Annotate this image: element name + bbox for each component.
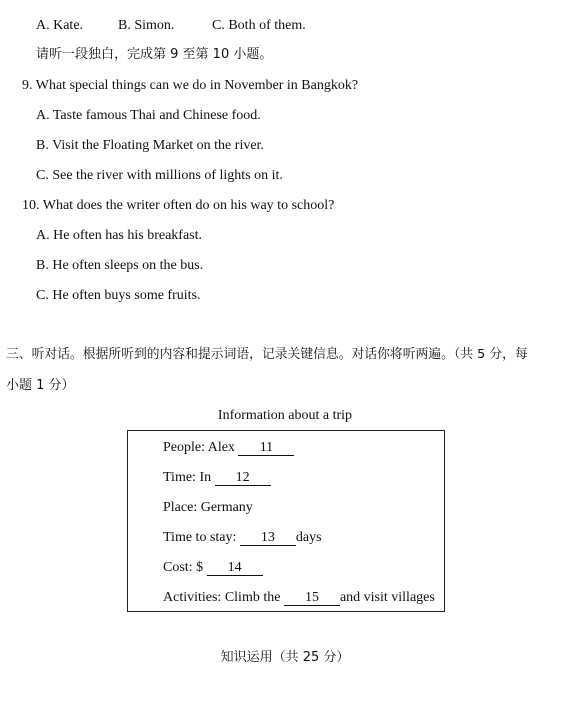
activities-blank: 15	[284, 590, 340, 606]
row-activities	[163, 589, 435, 607]
trip-info-box	[127, 430, 445, 612]
stay-label: Time to stay:	[163, 530, 240, 545]
q10-stem: 10. What does the writer often do on his way to school?	[22, 198, 335, 213]
table-title: Information about a trip	[217, 408, 353, 423]
cost-blank: 14	[207, 560, 263, 576]
q8-option-c: C. Both of them.	[212, 18, 306, 33]
stay-suffix: days	[295, 530, 322, 545]
q9-option-b: B. Visit the Floating Market on the river.	[36, 138, 264, 153]
row-place: Place: Germany	[163, 500, 253, 515]
q10-option-b: B. He often sleeps on the bus.	[36, 258, 204, 273]
section-3-instruction-line-1: 三、听对话。根据所听到的内容和提示词语，记录关键信息。对话你将听两遍。（共 5 分，每	[6, 347, 528, 362]
knowledge-section-heading: 知识运用（共 25 分）	[220, 650, 350, 665]
q8-option-a: A. Kate.	[36, 18, 84, 33]
people-blank: 11	[238, 440, 294, 456]
cost-label: Cost: $	[163, 560, 207, 575]
q8-option-b: B. Simon.	[118, 18, 175, 33]
row-time	[163, 469, 271, 487]
activities-suffix: and visit villages	[339, 590, 435, 605]
time-blank: 12	[215, 470, 271, 486]
instruction-9-10: 请听一段独白，完成第 9 至第 10 小题。	[36, 47, 273, 62]
q9-option-a: A. Taste famous Thai and Chinese food.	[36, 108, 261, 123]
row-cost	[163, 559, 263, 577]
q10-option-a: A. He often has his breakfast.	[36, 228, 203, 243]
q8-options	[36, 17, 306, 35]
row-people	[163, 439, 294, 457]
q9-option-c: C. See the river with millions of lights on it.	[36, 168, 283, 183]
section-3-instruction-line-2: 小题 1 分）	[6, 378, 75, 393]
row-stay	[163, 529, 322, 547]
time-label: Time: In	[163, 470, 215, 485]
q10-option-c: C. He often buys some fruits.	[36, 288, 201, 303]
q9-stem: 9. What special things can we do in November in Bangkok?	[22, 78, 359, 93]
people-label: People: Alex	[163, 440, 239, 455]
stay-blank: 13	[240, 530, 296, 546]
activities-label: Activities: Climb the	[163, 590, 284, 605]
